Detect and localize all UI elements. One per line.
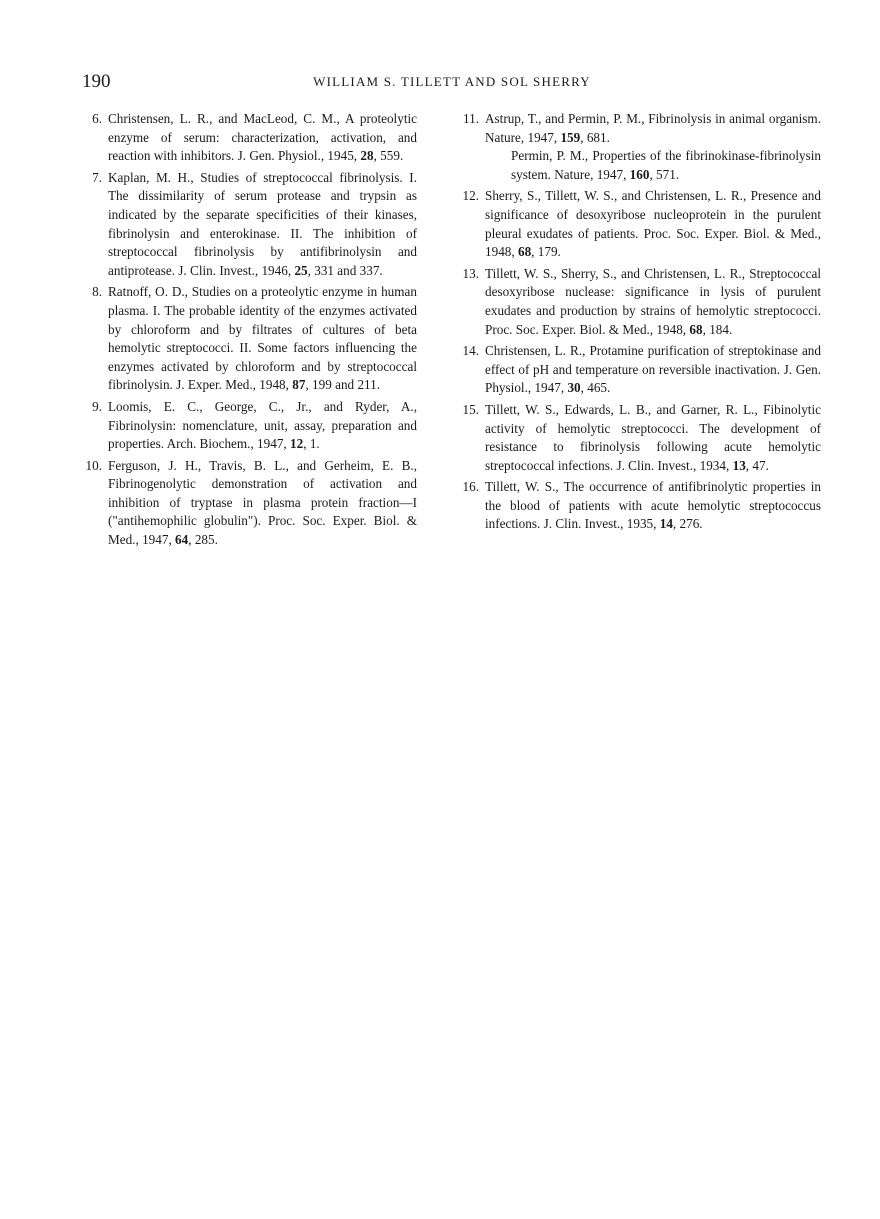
reference-number: 11. [463,111,479,126]
reference-volume: 159 [560,129,581,145]
reference-item [459,110,821,184]
reference-volume: 68 [517,244,532,260]
reference-text: Astrup, T., and Permin, P. M., Fibrinolysis in animal organism. Nature, 1947, [485,111,821,145]
references-right-column [459,110,821,537]
reference-pages: , 331 and 337. [307,262,383,278]
reference-text: Ratnoff, O. D., Studies on a proteolytic enzyme in human plasma. I. The probable identity of the enzymes activated by chloroform and by filtrates of cultures of beta hemolytic streptococci. II. Some factors influencing the enzymes activated by chloroform and by streptococcal fibrinolysin. J. Exper. Med., 1948, [108,284,417,393]
reference-item [82,457,417,550]
reference-text: Tillett, W. S., Edwards, L. B., and Garner, R. L., Fibinolytic activity of hemolytic streptococci. The development of resistance to fibrinolysis following acute hemolytic streptococcal infections. J. Clin. Invest., 1934, [485,401,821,473]
reference-volume: 28 [360,148,374,164]
reference-pages: , 571. [649,166,680,182]
reference-pages: , 465. [580,380,611,396]
reference-item [459,478,821,534]
reference-volume: 30 [567,380,581,396]
page-number: 190 [82,71,111,92]
reference-number: 7. [92,169,102,185]
reference-item [82,110,417,166]
reference-volume: 14 [659,516,673,532]
reference-volume: 64 [175,532,189,548]
reference-text: Sherry, S., Tillett, W. S., and Christensen, L. R., Presence and significance of desoxyribose nucleoprotein in the purulent pleural exudates of patients. Proc. Soc. Exper. Biol. & Med., 1948, [485,188,821,260]
reference-number: 14. [462,343,479,359]
reference-item [459,401,821,475]
reference-text: Tillett, W. S., Sherry, S., and Christensen, L. R., Streptococcal desoxyribose nuclease: significance in lysis of purulent exudates and production by strains of hemolytic streptococci. Proc. Soc. Exper. Biol. & Med., 1948, [485,265,821,337]
reference-pages: , 199 and 211. [305,377,381,393]
reference-text: Christensen, L. R., Protamine purification of streptokinase and effect of pH and temperature on reversible inactivation. J. Gen. Physiol., 1947, [485,343,821,396]
reference-volume: 87 [292,377,306,393]
reference-number: 6. [92,111,102,126]
page-header [82,71,822,95]
reference-volume: 13 [732,457,746,473]
running-title: WILLIAM S. TILLETT AND SOL SHERRY [313,74,591,89]
references-left-column [82,110,417,553]
reference-text: Loomis, E. C., George, C., Jr., and Ryder, A., Fibrinolysin: nomenclature, unit, assay, preparation and properties. Arch. Biochem., 1947, [108,398,417,452]
reference-item [82,169,417,281]
reference-pages: , 179. [531,244,561,260]
reference-item [459,342,821,398]
reference-pages: , 559. [373,148,404,164]
reference-number: 9. [92,398,102,414]
reference-item [459,265,821,339]
reference-text: Christensen, L. R., and MacLeod, C. M., A proteolytic enzyme of serum: characterization, activation, and reaction with inhibitors. J. Gen. Physiol., 1945, [108,111,417,164]
reference-number: 15. [462,401,479,417]
reference-text: Permin, P. M., Properties of the fibrinokinase-fibrinolysin system. Nature, 1947, [511,148,821,182]
reference-pages: , 184. [702,321,733,337]
reference-item [459,187,821,261]
reference-text: Tillett, W. S., The occurrence of antifibrinolytic properties in the blood of patients with acute hemolytic streptococcus infections. J. Clin. Invest., 1935, [485,479,821,532]
reference-text: Kaplan, M. H., Studies of streptococcal fibrinolysis. I. The dissimilarity of serum protease and trypsin as indicated by the separate specificities of their kinases, fibrinolysin and enterokinase. II. The inhibition of streptococcal fibrinolysis by antifibrinolysin and antiprotease. J. Clin. Invest., 1946, [108,169,417,278]
reference-volume: 68 [689,321,703,337]
reference-subentry [485,147,821,184]
reference-number: 16. [462,479,479,495]
reference-item [82,283,417,395]
reference-volume: 25 [294,262,308,278]
reference-pages: , 47. [745,457,769,473]
reference-pages: , 1. [303,436,320,452]
reference-pages: , 681. [580,129,610,145]
reference-number: 8. [92,284,102,300]
reference-pages: , 285. [188,532,218,548]
reference-text: Ferguson, J. H., Travis, B. L., and Gerheim, E. B., Fibrinogenolytic demonstration of activation and inhibition of tryptase in plasma protein fraction—I ("antihemophilic globulin"). Proc. Soc. Exper. Biol. & Med., 1947, [108,457,417,548]
reference-item [82,398,417,454]
reference-number: 10. [85,457,102,473]
reference-volume: 12 [290,436,304,452]
reference-volume: 160 [629,166,650,182]
reference-number: 12. [462,188,479,204]
reference-number: 13. [462,265,479,281]
reference-pages: , 276. [672,516,703,532]
